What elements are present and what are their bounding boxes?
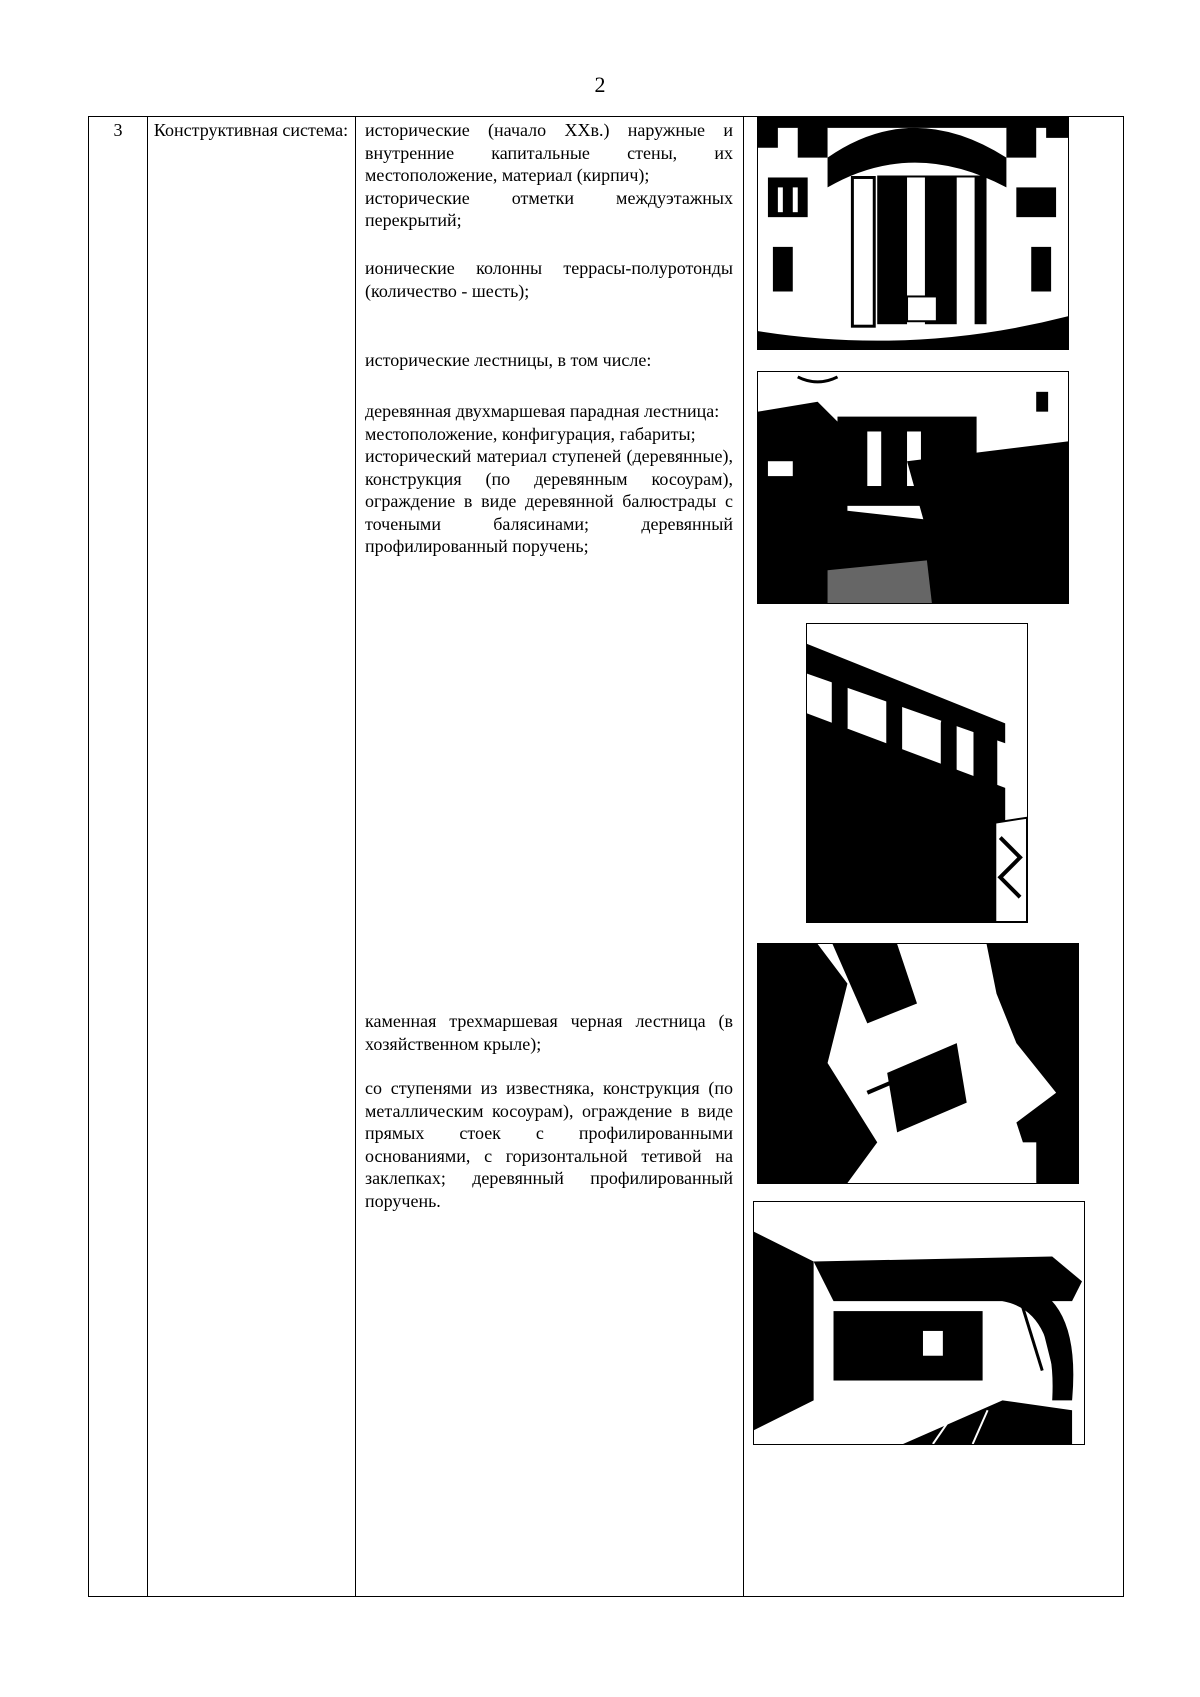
- description-columns: ионические колонны террасы-полуротонды (количество - шесть);: [365, 258, 733, 301]
- photo-main-staircase-hall: [757, 371, 1069, 604]
- column-divider: [147, 117, 148, 1596]
- photo-terrace-columns: [757, 117, 1069, 350]
- description-block-2: [365, 257, 733, 302]
- row-title: Конструктивная система:: [153, 120, 349, 140]
- description-floor-levels: исторические отметки междуэтажных перекрытий;: [365, 187, 733, 230]
- description-main-staircase: деревянная двухмаршевая парадная лестница:: [365, 401, 720, 421]
- photo-stairwell-top-view: [753, 1201, 1085, 1445]
- description-main-staircase-material: исторический материал ступеней (деревянные), конструкция (по деревянным косоурам), ограждение в виде деревянной балюстрады с точеными балясинами; деревянный профилированный поручень;: [365, 446, 733, 556]
- column-divider: [743, 117, 744, 1596]
- row-number: 3: [113, 120, 123, 140]
- description-back-staircase: каменная трехмаршевая черная лестница (в хозяйственном крыле);: [365, 1011, 733, 1054]
- description-block-4: [365, 400, 733, 558]
- description-main-staircase-location: местоположение, конфигурация, габариты;: [365, 423, 696, 444]
- page-number: 2: [594, 72, 606, 97]
- description-block-1: [365, 119, 733, 232]
- photo-stone-staircase: [757, 943, 1079, 1184]
- column-divider: [355, 117, 356, 1596]
- description-back-staircase-material: со ступенями из известняка, конструкция (по металлическим косоурам), ограждение в виде прямых стоек с профилированными основаниями, с горизонтальной тетивой на заклепках; деревянный профилированный поручень.: [365, 1078, 733, 1211]
- object-table: [88, 116, 1124, 1597]
- photo-wooden-balustrade: [806, 623, 1028, 923]
- description-block-3: [365, 349, 733, 372]
- description-walls: исторические (начало XXв.) наружные и внутренние капитальные стены, их местоположение, материал (кирпич);: [365, 120, 733, 185]
- description-block-6: [365, 1077, 733, 1212]
- description-staircases: исторические лестницы, в том числе:: [365, 350, 652, 370]
- description-block-5: [365, 1010, 733, 1055]
